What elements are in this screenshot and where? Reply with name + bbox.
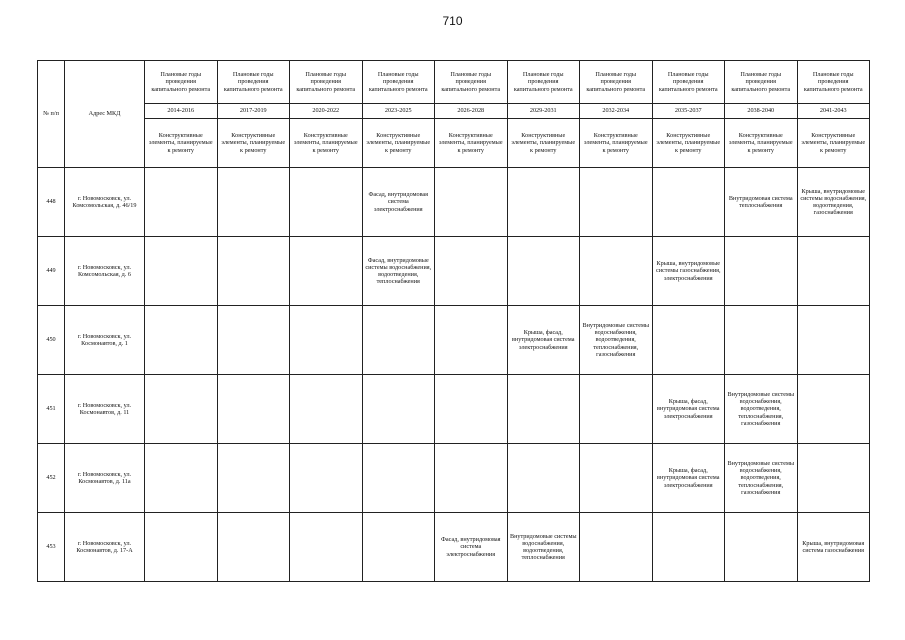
- repair-cell: Фасад, внутридомовые системы водоснабжения, водоотведения, теплоснабжения: [362, 237, 435, 306]
- repair-cell: Крыша, фасад, внутридомовая система электроснабжения: [507, 306, 580, 375]
- elements-header: Конструктивные элементы, планируемые к ремонту: [290, 119, 363, 168]
- table-body: [38, 168, 870, 582]
- repair-cell: Крыша, внутридомовая система газоснабжения: [797, 513, 870, 582]
- repair-cell: Внутридомовые системы водоснабжения, водоотведения, теплоснабжения, газоснабжения: [725, 444, 798, 513]
- repair-cell: [362, 306, 435, 375]
- plan-years-header: Плановые годы проведения капитального ремонта: [217, 61, 290, 104]
- repair-cell: [507, 444, 580, 513]
- repair-cell: [580, 237, 653, 306]
- repair-cell: Внутридомовые системы водоснабжения, водоотведения, теплоснабжения, газоснабжения: [580, 306, 653, 375]
- repair-cell: [217, 375, 290, 444]
- elements-header: Конструктивные элементы, планируемые к ремонту: [217, 119, 290, 168]
- repair-cell: [290, 375, 363, 444]
- num-column-header: № п/п: [38, 61, 65, 168]
- row-address: г. Новомосковск, ул. Космонавтов, д. 11: [65, 375, 145, 444]
- plan-years-header: Плановые годы проведения капитального ремонта: [290, 61, 363, 104]
- period-header: 2023-2025: [362, 104, 435, 119]
- elements-header: Конструктивные элементы, планируемые к ремонту: [652, 119, 725, 168]
- repair-cell: [290, 306, 363, 375]
- repair-cell: Крыша, фасад, внутридомовая система электроснабжения: [652, 375, 725, 444]
- repair-cell: [290, 237, 363, 306]
- period-header: 2041-2043: [797, 104, 870, 119]
- repair-cell: [797, 444, 870, 513]
- elements-header: Конструктивные элементы, планируемые к ремонту: [797, 119, 870, 168]
- plan-years-header: Плановые годы проведения капитального ремонта: [435, 61, 508, 104]
- repair-cell: Внутридомовые системы водоснабжения, водоотведения, теплоснабжения: [507, 513, 580, 582]
- elements-header: Конструктивные элементы, планируемые к ремонту: [725, 119, 798, 168]
- repair-cell: Внутридомовая система теплоснабжения: [725, 168, 798, 237]
- row-number: 449: [38, 237, 65, 306]
- row-number: 453: [38, 513, 65, 582]
- period-header: 2032-2034: [580, 104, 653, 119]
- repair-cell: [435, 375, 508, 444]
- repair-cell: [217, 444, 290, 513]
- elements-header: Конструктивные элементы, планируемые к ремонту: [580, 119, 653, 168]
- repair-cell: [145, 168, 218, 237]
- repair-cell: Крыша, фасад, внутридомовая система электроснабжения: [652, 444, 725, 513]
- repair-cell: [435, 444, 508, 513]
- plan-years-header: Плановые годы проведения капитального ремонта: [145, 61, 218, 104]
- repair-cell: Фасад, внутридомовая система электроснабжения: [362, 168, 435, 237]
- repair-cell: [145, 513, 218, 582]
- repair-cell: Внутридомовые системы водоснабжения, водоотведения, теплоснабжения, газоснабжения: [725, 375, 798, 444]
- plan-years-header: Плановые годы проведения капитального ремонта: [507, 61, 580, 104]
- plan-years-header: Плановые годы проведения капитального ремонта: [725, 61, 798, 104]
- row-address: г. Новомосковск, ул. Космонавтов, д. 11а: [65, 444, 145, 513]
- repair-cell: [797, 375, 870, 444]
- row-number: 451: [38, 375, 65, 444]
- repair-cell: [217, 168, 290, 237]
- repair-cell: [145, 237, 218, 306]
- repair-cell: [652, 306, 725, 375]
- repair-cell: [290, 444, 363, 513]
- period-header: 2020-2022: [290, 104, 363, 119]
- elements-header: Конструктивные элементы, планируемые к ремонту: [435, 119, 508, 168]
- repair-cell: [725, 513, 798, 582]
- period-header: 2014-2016: [145, 104, 218, 119]
- repair-cell: [435, 168, 508, 237]
- repair-cell: [362, 375, 435, 444]
- repair-cell: [145, 306, 218, 375]
- repair-cell: [580, 513, 653, 582]
- row-number: 448: [38, 168, 65, 237]
- table-row: [38, 375, 870, 444]
- page-number: 710: [442, 14, 463, 28]
- period-header: 2035-2037: [652, 104, 725, 119]
- table-row: [38, 237, 870, 306]
- period-header: 2017-2019: [217, 104, 290, 119]
- elements-header: Конструктивные элементы, планируемые к ремонту: [507, 119, 580, 168]
- table-header: [38, 61, 870, 168]
- repair-cell: [145, 444, 218, 513]
- repair-cell: [580, 444, 653, 513]
- repair-cell: [797, 237, 870, 306]
- elements-header: Конструктивные элементы, планируемые к ремонту: [145, 119, 218, 168]
- repair-cell: [507, 375, 580, 444]
- plan-years-header: Плановые годы проведения капитального ремонта: [580, 61, 653, 104]
- repair-cell: [507, 237, 580, 306]
- repair-cell: [507, 168, 580, 237]
- repair-cell: [217, 237, 290, 306]
- repair-cell: [725, 237, 798, 306]
- repair-cell: [652, 168, 725, 237]
- period-header: 2038-2040: [725, 104, 798, 119]
- row-address: г. Новомосковск, ул. Комсомольская, д. 46/19: [65, 168, 145, 237]
- repair-cell: [435, 237, 508, 306]
- row-address: г. Новомосковск, ул. Комсомольская, д. 6: [65, 237, 145, 306]
- capital-repair-table: [37, 60, 870, 582]
- repair-cell: Крыша, внутридомовые системы водоснабжения, водоотведения, газоснабжения: [797, 168, 870, 237]
- repair-cell: [290, 168, 363, 237]
- row-address: г. Новомосковск, ул. Космонавтов, д. 1: [65, 306, 145, 375]
- repair-cell: [652, 513, 725, 582]
- repair-cell: [217, 306, 290, 375]
- row-address: г. Новомосковск, ул. Космонавтов, д. 17-А: [65, 513, 145, 582]
- table-row: [38, 513, 870, 582]
- plan-years-header: Плановые годы проведения капитального ремонта: [652, 61, 725, 104]
- period-header: 2029-2031: [507, 104, 580, 119]
- elements-header: Конструктивные элементы, планируемые к ремонту: [362, 119, 435, 168]
- address-column-header: Адрес МКД: [65, 61, 145, 168]
- repair-cell: [797, 306, 870, 375]
- repair-cell: [725, 306, 798, 375]
- row-number: 452: [38, 444, 65, 513]
- plan-years-header: Плановые годы проведения капитального ремонта: [362, 61, 435, 104]
- repair-cell: [362, 513, 435, 582]
- repair-cell: [435, 306, 508, 375]
- table-row: [38, 444, 870, 513]
- plan-years-header: Плановые годы проведения капитального ремонта: [797, 61, 870, 104]
- repair-cell: [290, 513, 363, 582]
- repair-cell: [580, 375, 653, 444]
- repair-cell: Крыша, внутридомовые системы газоснабжения, электроснабжения: [652, 237, 725, 306]
- repair-cell: [145, 375, 218, 444]
- table-row: [38, 306, 870, 375]
- repair-cell: [362, 444, 435, 513]
- table-row: [38, 168, 870, 237]
- repair-cell: [580, 168, 653, 237]
- repair-cell: Фасад, внутридомовая система электроснабжения: [435, 513, 508, 582]
- row-number: 450: [38, 306, 65, 375]
- period-header: 2026-2028: [435, 104, 508, 119]
- repair-cell: [217, 513, 290, 582]
